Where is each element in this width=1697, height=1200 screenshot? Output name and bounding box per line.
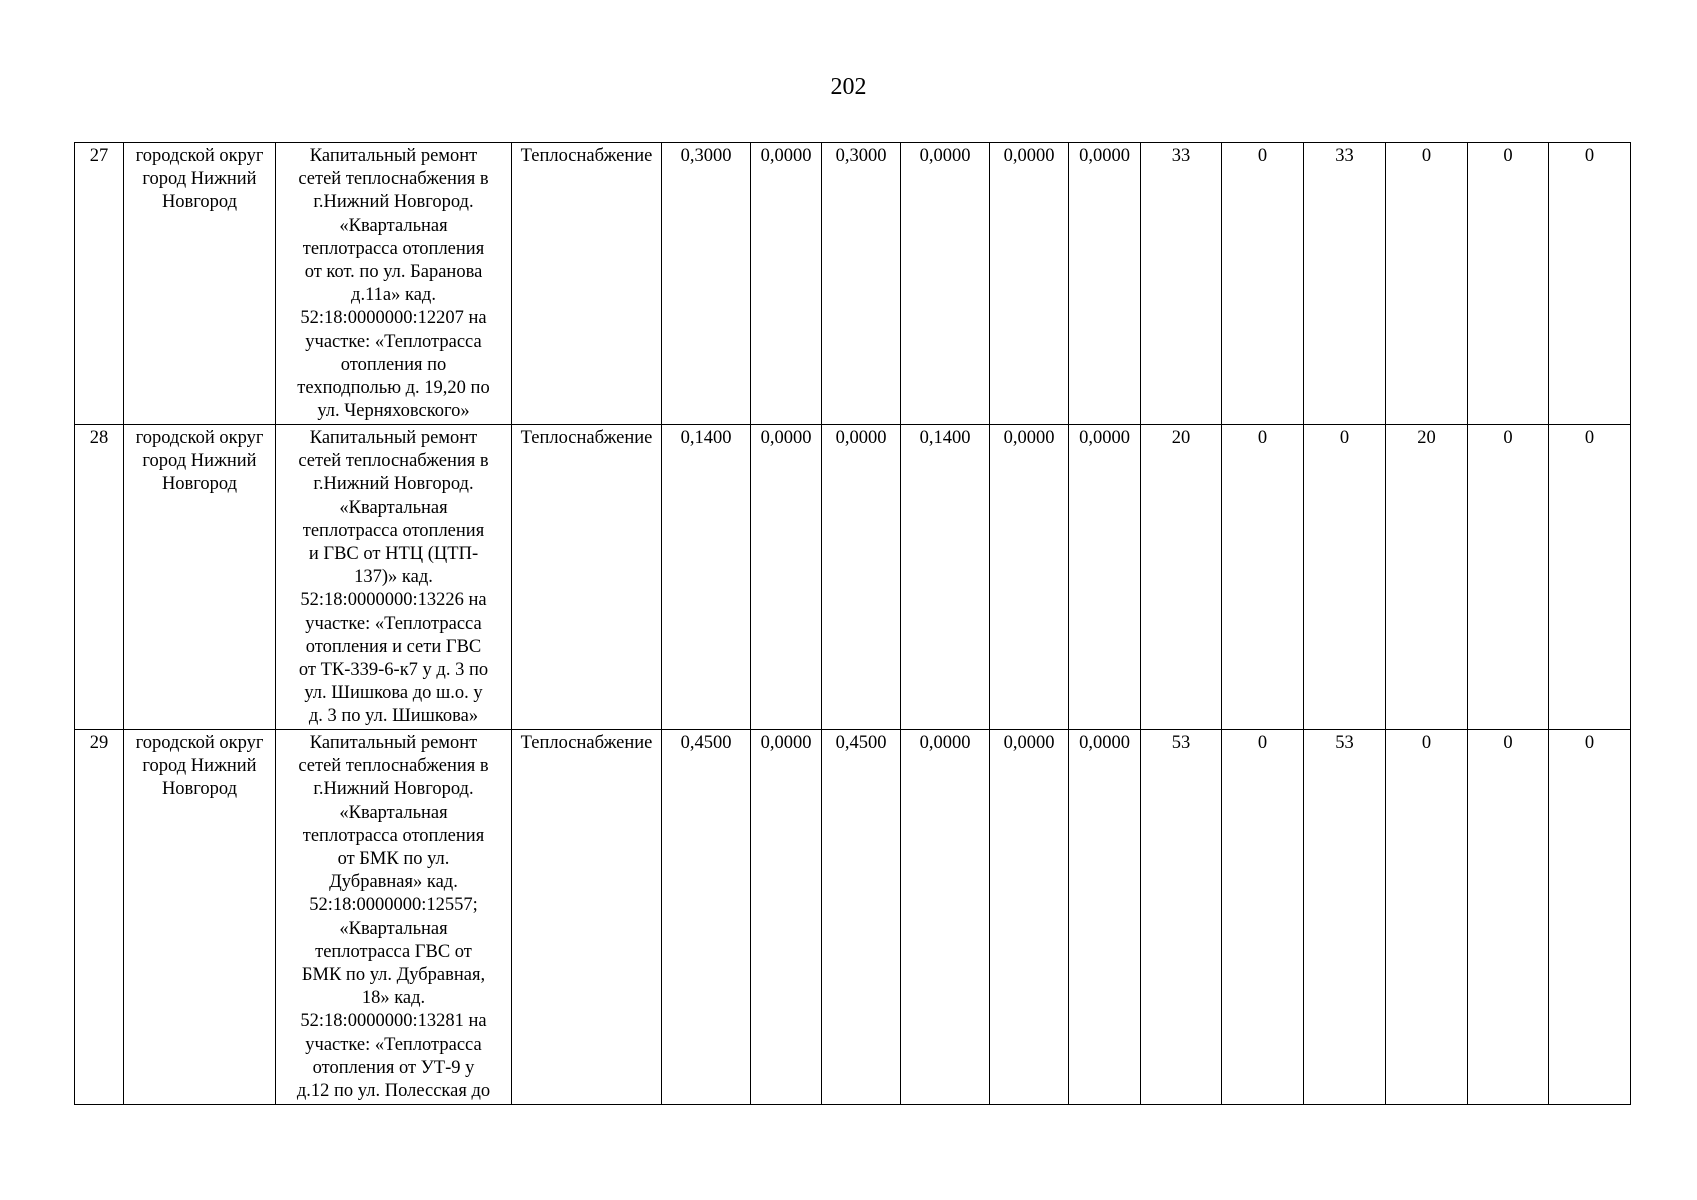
count-cell-2: 0 (1222, 143, 1304, 425)
description-cell: Капитальный ремонт сетей теплоснабжения в г.Нижний Новгород. «Квартальная теплотрасса отопления и ГВС от НТЦ (ЦТП- 137)» кад. 52:18:0000000:13226 на участке: «Теплотрасса отопления и сети ГВС от ТК-339-6-к7 у д. 3 по ул. Шишкова до ш.о. у д. 3 по ул. Шишкова» (276, 425, 512, 730)
table-row (75, 730, 1631, 1105)
value-cell-6: 0,0000 (1069, 425, 1141, 730)
value-cell-2: 0,0000 (751, 730, 822, 1105)
value-cell-2: 0,0000 (751, 425, 822, 730)
municipality-cell: городской округ город Нижний Новгород (124, 730, 276, 1105)
value-cell-5: 0,0000 (990, 143, 1069, 425)
count-cell-4: 20 (1386, 425, 1468, 730)
count-cell-6: 0 (1549, 730, 1631, 1105)
count-cell-5: 0 (1468, 143, 1549, 425)
row-number-cell: 27 (75, 143, 124, 425)
row-number-cell: 28 (75, 425, 124, 730)
value-cell-3: 0,4500 (822, 730, 901, 1105)
count-cell-3: 53 (1304, 730, 1386, 1105)
count-cell-2: 0 (1222, 730, 1304, 1105)
works-table (74, 142, 1631, 1105)
count-cell-5: 0 (1468, 425, 1549, 730)
value-cell-1: 0,4500 (662, 730, 751, 1105)
count-cell-1: 33 (1141, 143, 1222, 425)
type-cell: Теплоснабжение (512, 730, 662, 1105)
count-cell-2: 0 (1222, 425, 1304, 730)
value-cell-5: 0,0000 (990, 730, 1069, 1105)
type-cell: Теплоснабжение (512, 143, 662, 425)
description-cell: Капитальный ремонт сетей теплоснабжения в г.Нижний Новгород. «Квартальная теплотрасса отопления от БМК по ул. Дубравная» кад. 52:18:0000000:12557; «Квартальная теплотрасса ГВС от БМК по ул. Дубравная, 18» кад. 52:18:0000000:13281 на участке: «Теплотрасса отопления от УТ-9 у д.12 по ул. Полесская до (276, 730, 512, 1105)
value-cell-6: 0,0000 (1069, 730, 1141, 1105)
value-cell-3: 0,0000 (822, 425, 901, 730)
row-number-cell: 29 (75, 730, 124, 1105)
value-cell-6: 0,0000 (1069, 143, 1141, 425)
value-cell-1: 0,3000 (662, 143, 751, 425)
value-cell-4: 0,0000 (901, 143, 990, 425)
municipality-cell: городской округ город Нижний Новгород (124, 143, 276, 425)
table-row (75, 425, 1631, 730)
value-cell-5: 0,0000 (990, 425, 1069, 730)
count-cell-3: 0 (1304, 425, 1386, 730)
description-cell: Капитальный ремонт сетей теплоснабжения в г.Нижний Новгород. «Квартальная теплотрасса отопления от кот. по ул. Баранова д.11а» кад. 52:18:0000000:12207 на участке: «Теплотрасса отопления по техподполью д. 19,20 по ул. Черняховского» (276, 143, 512, 425)
count-cell-6: 0 (1549, 425, 1631, 730)
municipality-cell: городской округ город Нижний Новгород (124, 425, 276, 730)
value-cell-3: 0,3000 (822, 143, 901, 425)
value-cell-1: 0,1400 (662, 425, 751, 730)
value-cell-2: 0,0000 (751, 143, 822, 425)
value-cell-4: 0,0000 (901, 730, 990, 1105)
page-number: 202 (830, 74, 867, 100)
type-cell: Теплоснабжение (512, 425, 662, 730)
value-cell-4: 0,1400 (901, 425, 990, 730)
count-cell-4: 0 (1386, 730, 1468, 1105)
count-cell-5: 0 (1468, 730, 1549, 1105)
count-cell-6: 0 (1549, 143, 1631, 425)
count-cell-3: 33 (1304, 143, 1386, 425)
count-cell-1: 20 (1141, 425, 1222, 730)
table-row (75, 143, 1631, 425)
count-cell-1: 53 (1141, 730, 1222, 1105)
count-cell-4: 0 (1386, 143, 1468, 425)
